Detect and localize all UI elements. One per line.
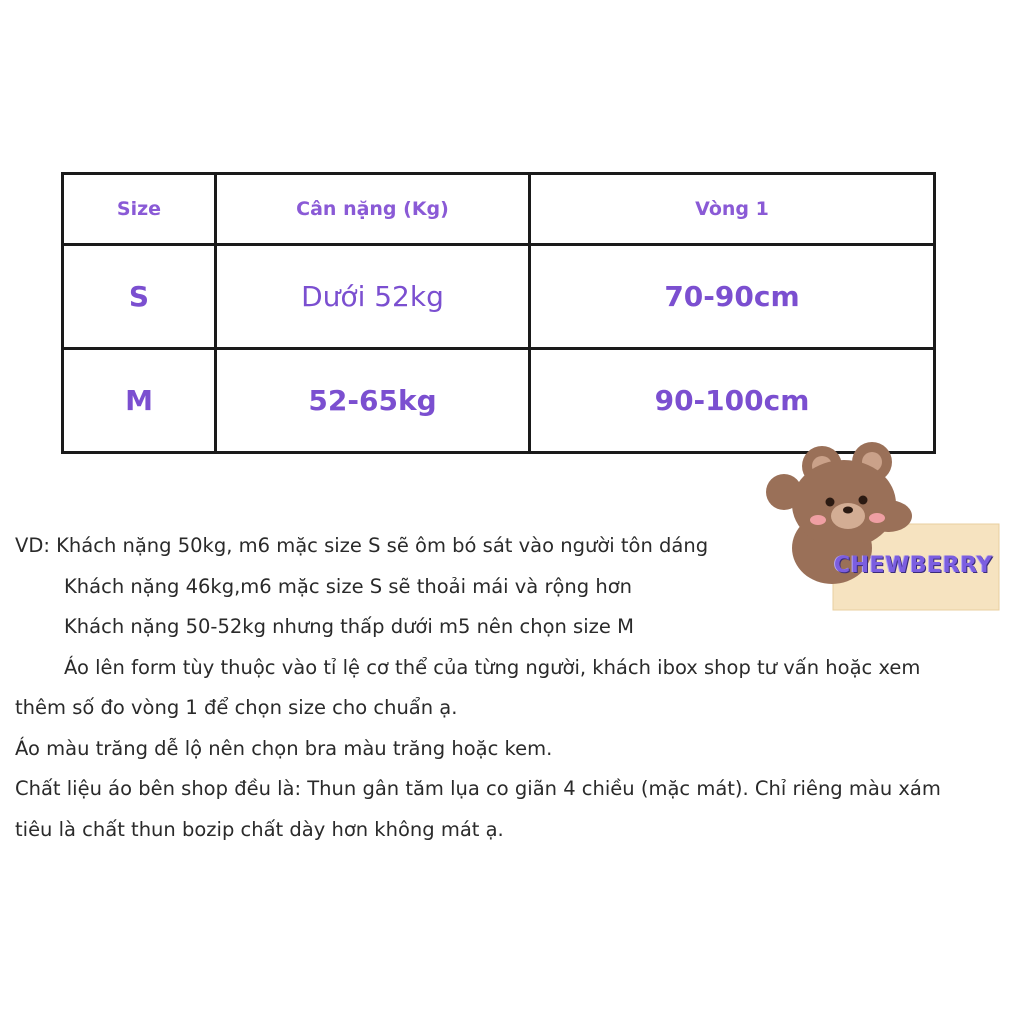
- table-row: [63, 245, 935, 349]
- note-line: Áo lên form tùy thuộc vào tỉ lệ cơ thể của từng người, khách ibox shop tư vấn hoặc xem: [64, 655, 921, 679]
- cell-size: M: [63, 349, 216, 453]
- cell-size: S: [63, 245, 216, 349]
- header-bust: Vòng 1: [530, 174, 935, 245]
- note-line: VD: Khách nặng 50kg, m6 mặc size S sẽ ôm bó sát vào người tôn dáng: [15, 534, 709, 557]
- table-row: [63, 349, 935, 453]
- header-size: Size: [63, 174, 216, 245]
- brand-logo-text: CHEWBERRY: [834, 553, 993, 578]
- note-line: thêm số đo vòng 1 để chọn size cho chuẩn ạ.: [15, 696, 458, 719]
- size-notes: [15, 526, 1020, 850]
- note-line: Khách nặng 46kg,m6 mặc size S sẽ thoải mái và rộng hơn: [64, 574, 632, 598]
- cell-weight: Dưới 52kg: [216, 245, 530, 349]
- size-chart-table: [61, 172, 936, 454]
- table-header-row: [63, 174, 935, 245]
- note-line: Chất liệu áo bên shop đều là: Thun gân tăm lụa co giãn 4 chiều (mặc mát). Chỉ riêng màu xám: [15, 777, 941, 800]
- cell-bust: 90-100cm: [530, 349, 935, 453]
- cell-weight: 52-65kg: [216, 349, 530, 453]
- note-line: Áo màu trăng dễ lộ nên chọn bra màu trăng hoặc kem.: [15, 736, 553, 760]
- cell-bust: 70-90cm: [530, 245, 935, 349]
- note-line: Khách nặng 50-52kg nhưng thấp dưới m5 nên chọn size M: [64, 615, 634, 638]
- note-line: tiêu là chất thun bozip chất dày hơn không mát ạ.: [15, 817, 504, 841]
- header-weight: Cân nặng (Kg): [216, 174, 530, 245]
